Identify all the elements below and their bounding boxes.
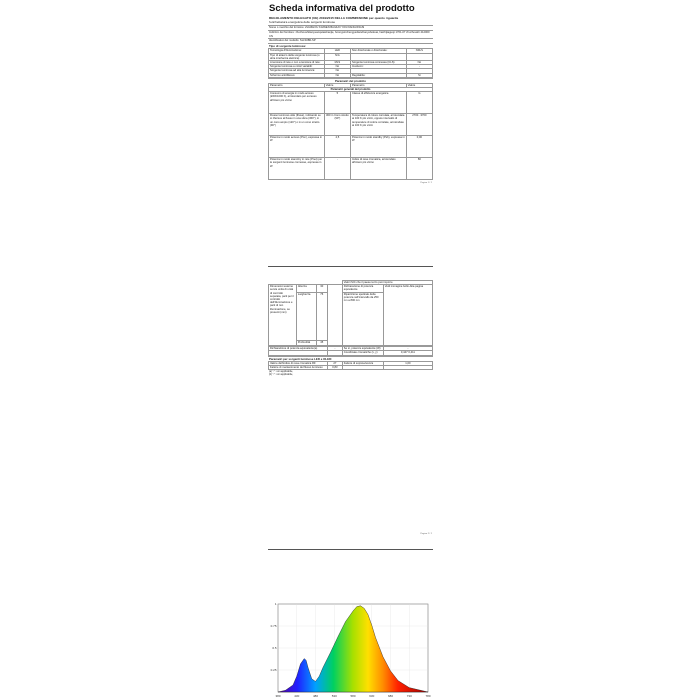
equivalent-label: Dichiarazione di potenza equivalente(a) (269, 347, 328, 351)
general-label: Consumo di energia in modo acceso (kWh/1000 h), arrotondato per eccesso all'intero più vicino (269, 92, 325, 114)
spec-value: No (324, 73, 350, 77)
page-separator (268, 266, 433, 267)
spec-label: A tensione di rete o non a tensione di rete: (269, 60, 325, 64)
regulation-line-1: REGOLAMENTO DELEGATO (UE) 2019/2015 DELLA COMMISSIONE per quanto riguarda (269, 16, 399, 20)
document-title: Scheda informativa del prodotto (269, 3, 415, 14)
height-label: Altezza (296, 285, 316, 292)
general-row (269, 114, 433, 136)
general-value: 2700...3700 (406, 114, 432, 136)
page-2 (268, 272, 433, 537)
specs-table (268, 48, 433, 77)
led-params-heading: Parametri per sorgenti luminose LED e OLED: (268, 356, 433, 361)
regulation-line-2: l'etichettatura energetica delle sorgenti luminose (269, 20, 336, 25)
x-tick-label: 780 (425, 694, 431, 698)
led-table (268, 361, 433, 370)
equivalent-row (269, 347, 433, 351)
depth-value: 45 (316, 340, 327, 345)
params-table (268, 83, 433, 180)
footnotes (268, 370, 433, 376)
general-label: Flusso luminoso utile (Φuse), indicando se si riferisce al flusso in una sfera (360°), in un cono ampio (120°) o in un cono stretto (90°) (269, 114, 325, 136)
general-value: 4,5 (324, 136, 350, 158)
supplier-name: Nome o marchio del fornitore: ZHUZHOU KAIWEN BAIHUO YOUXIANGONGSI (268, 25, 433, 30)
width-label: Larghezza (296, 292, 316, 340)
spec-label: Tecnologia d'illuminazione: (269, 49, 325, 53)
general-row (269, 158, 433, 180)
led-value: 0,83 (328, 365, 343, 369)
general-value: 5 (324, 92, 350, 114)
spec-value: No (324, 69, 350, 73)
led-label: Fattore di mantenimento del flusso luminoso (269, 365, 328, 369)
sic-values-note: Valori SIC che il paese terzo può imporre (342, 281, 432, 285)
equivalent-label: Se sì, potenza equivalente (W) (342, 347, 383, 351)
spec-value: LED (324, 49, 350, 53)
general-label: Potenza in modo acceso (Pon), espressa in W (269, 136, 325, 158)
x-tick-label: 680 (387, 694, 394, 698)
y-tick-label: 1 (274, 602, 277, 606)
equivalent-value: - (383, 347, 432, 351)
header-param: Parametro (269, 83, 325, 87)
page-number: Pagina 2 / 2 (420, 533, 432, 535)
spectrum-label: Ripartizione spettrale della potenza nell'intervallo da 250 nm a 800 nm (342, 292, 383, 346)
led-value (383, 365, 432, 369)
general-value: - (324, 158, 350, 180)
header-value: Valore (406, 83, 432, 87)
y-tick-label: 0.5 (272, 646, 277, 650)
spec-label: Regolabile: (350, 73, 406, 77)
spec-value: MLS (324, 60, 350, 64)
product-params-heading: Parametri del prodotto (268, 78, 433, 83)
x-tick-label: 630 (369, 694, 375, 698)
led-label: Valore dell'indice di resa cromatica R9 (269, 361, 328, 365)
spec-label: Involucro: (350, 65, 406, 69)
spec-label: Sorgente luminosa connessa (CLS): (350, 60, 406, 64)
spec-value: - (406, 65, 432, 69)
spec-label: Sorgente luminosa a colori variabili: (269, 65, 325, 69)
y-tick-label: 0.75 (270, 624, 277, 628)
equivalent-value (328, 351, 343, 355)
led-row (269, 365, 433, 369)
general-label: Potenza in modo stand-by in rete (Pnet) per le sorgenti luminose connesse, espressa in W (269, 158, 325, 180)
general-label: Potenza in modo standby (Psb), espressa in W (350, 136, 406, 158)
x-tick-label: 380 (275, 694, 281, 698)
general-row (269, 136, 433, 158)
y-tick-label: 0.25 (270, 668, 277, 672)
spec-value: NDLS (406, 49, 432, 53)
page-number: Pagina 1 / 2 (420, 182, 432, 185)
spec-value: N/A (324, 53, 350, 60)
x-tick-label: 530 (331, 694, 337, 698)
general-value: 80 (406, 158, 432, 180)
regulation-intro (269, 16, 433, 24)
spec-label: Non direzionale o direzionale: (350, 49, 406, 53)
led-label (342, 365, 383, 369)
header-value: Valore (324, 83, 350, 87)
spec-label: Schermo antiriflesso: (269, 73, 325, 77)
footnote-b: (b) "-": non applicabile, (269, 373, 294, 377)
spec-value: No (324, 65, 350, 69)
general-value: 0,00 (406, 136, 432, 158)
led-label: Fattore di sopravvivenza (342, 361, 383, 365)
spec-value (406, 53, 432, 60)
general-label: Indice di resa cromatica, arrotondato all'intero più vicino (350, 158, 406, 180)
dimensions-table (268, 280, 433, 346)
spectrum-chart (268, 596, 433, 700)
general-row (269, 92, 433, 114)
x-tick-label: 480 (312, 694, 319, 698)
led-value: 27 (328, 361, 343, 365)
source-type-heading: Tipo di sorgente luminosa: (268, 43, 433, 48)
footnote-a: (a) "-": non applicabile, (269, 370, 294, 374)
spec-value: No (406, 60, 432, 64)
x-tick-label: 580 (350, 694, 356, 698)
spec-label: Sorgente luminosa ad alta luminanza: (269, 69, 325, 73)
spec-row (269, 73, 433, 77)
equivalent-row (269, 351, 433, 355)
spec-row (269, 53, 433, 60)
general-label: Temperatura di colore correlata, arrotondata ai 100 K più vicini, oppure intervallo di temperature di colore correlate, arrotondate ai 100 K più vicini (350, 114, 406, 136)
supplier-address: Indirizzo del fornitore: zhuzhoushitianyuanqutaishanjie, furongxinchengyedianchanyebokuai, haizhijiaguoji 1701-07 zhuzhoushi 412000 CN (268, 30, 433, 38)
page-1 (268, 0, 433, 258)
general-value: 300 in Cono stretto (90°) (324, 114, 350, 136)
general-value: G (406, 92, 432, 114)
dimensions-label: Dimensioni esterne senza unità di unità di controllo separata, parti per il controllo dell'illuminazione e parti di non illuminazione, se presenti (mm) (269, 285, 297, 346)
spec-label: Tipo di attacco della sorgente luminosa (o altra interfaccia elettrica) (269, 53, 325, 60)
equivalent-label (269, 351, 328, 355)
led-row (269, 361, 433, 365)
spec-label (350, 53, 406, 60)
general-label: Classe di efficienza energetica (350, 92, 406, 114)
general-params-heading: Parametri generali del prodotto (269, 88, 433, 92)
header-param: Parametro (350, 83, 406, 87)
spec-value: Sì (406, 73, 432, 77)
equivalent-label: Coordinate cromatiche (x, y) (342, 351, 383, 355)
led-value: 1,00 (383, 361, 432, 365)
x-tick-label: 430 (294, 694, 300, 698)
equivalent-value: - (328, 347, 343, 351)
equivalent-claim-label: Dichiarazione di potenza equivalente (342, 285, 383, 292)
equivalent-table (268, 346, 433, 355)
height-value: 30 (316, 285, 327, 292)
equivalent-claim-value: Vedi immagine bollo-Alta pagina (383, 285, 432, 346)
equivalent-value: 0,447 0,411 (383, 351, 432, 355)
model-identifier: Identificativo del modello: SH-S0B0-SP (268, 38, 433, 43)
page-separator (268, 549, 433, 550)
depth-label: Profondità (296, 340, 316, 345)
x-axis (275, 694, 430, 698)
width-value: 76 (316, 292, 327, 340)
y-axis (271, 602, 277, 672)
x-tick-label: 730 (406, 694, 412, 698)
